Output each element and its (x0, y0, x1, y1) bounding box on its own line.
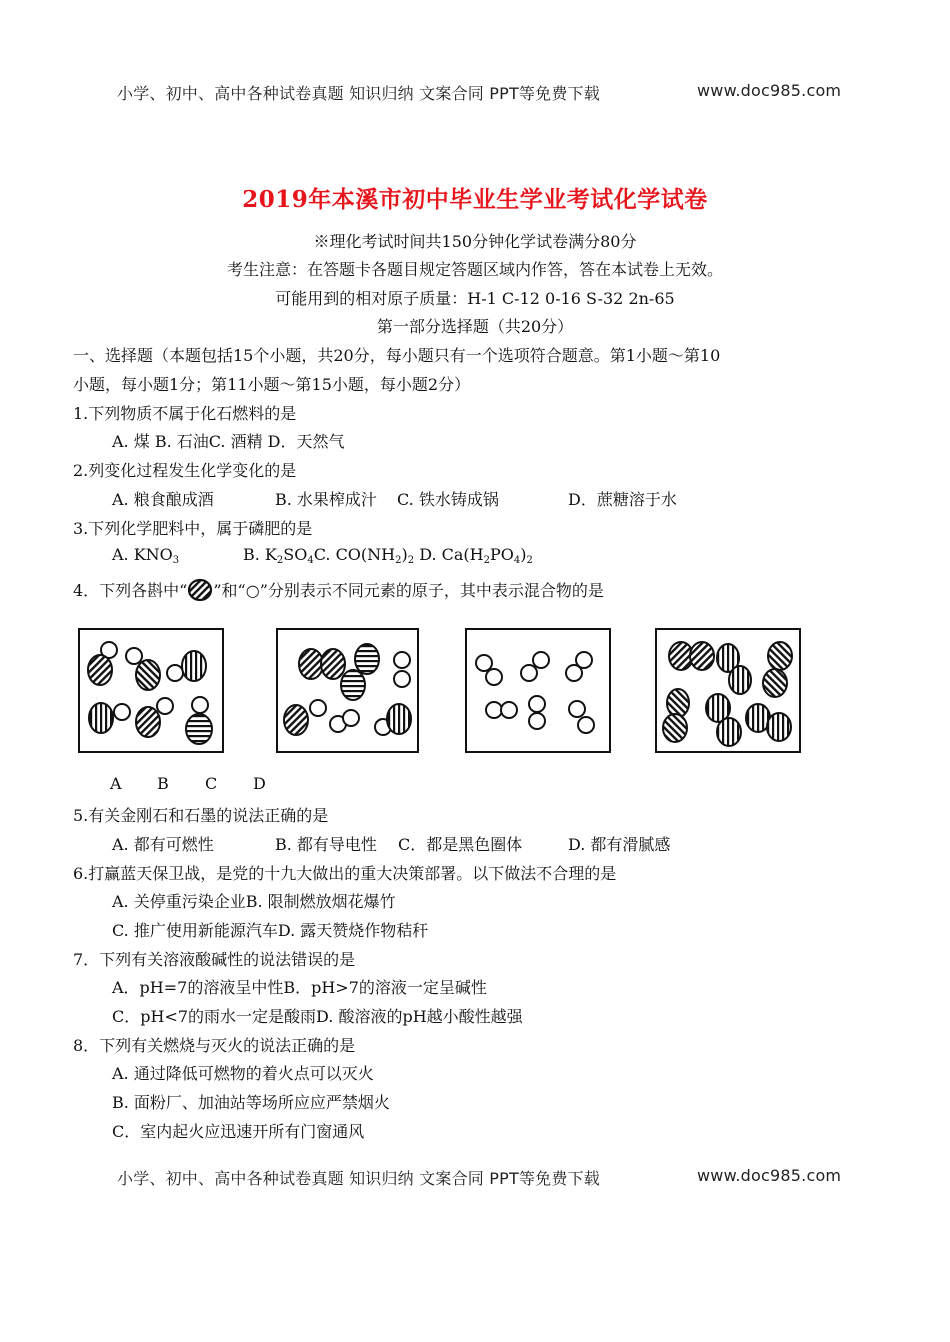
figure-box-c (465, 628, 611, 753)
question-8-option-c: C．室内起火应迅速开所有门窗通风 (112, 1122, 365, 1141)
subscript: 4 (513, 555, 521, 566)
question-3-options-bcd (243, 545, 533, 566)
figure-label-c: C (205, 774, 218, 793)
question-3-stem: 3.下列化学肥料中，属于磷肥的是 (73, 519, 313, 538)
question-2-option-b: B. 水果榨成汁 (275, 490, 377, 509)
question-6-options-ab: A. 关停重污染企业B. 限制燃放烟花爆竹 (112, 892, 396, 911)
footer-banner (117, 1166, 842, 1189)
question-5-option-a: A. 都有可燃性 (112, 835, 214, 854)
atomic-mass-note: 可能用到的相对原子质量：H-1 C-12 0-16 S-32 2n-65 (275, 289, 675, 308)
molecule-diagram-c (467, 630, 613, 755)
question-2-option-a: A. 粮食酿成酒 (112, 490, 214, 509)
formula-text: SO (283, 545, 308, 564)
formula-text: B. K (243, 545, 277, 564)
banner-url-link[interactable]: www.doc985.com (697, 81, 842, 100)
figure-box-b (276, 628, 419, 753)
formula-text: A. KNO (112, 545, 173, 564)
question-2-option-d: D．蔗糖溶于水 (568, 490, 677, 509)
question-2-option-c: C. 铁水铸成锅 (397, 490, 499, 509)
formula-text: ) (401, 545, 408, 564)
figure-label-d: D (253, 774, 266, 793)
formula-text: D. Ca(H (414, 545, 484, 564)
subscript: 4 (307, 555, 314, 566)
question-8-option-a: A. 通过降低可燃物的着火点可以灭火 (112, 1064, 374, 1083)
question-1-options: A. 煤 B. 石油C. 酒精 D．天然气 (112, 432, 345, 451)
question-5-stem: 5.有关金刚石和石墨的说法正确的是 (73, 806, 329, 825)
question-7-options-cd: C．pH<7的雨水一定是酸雨D. 酸溶液的pH越小酸性越强 (112, 1007, 523, 1026)
molecule-diagram-d (657, 630, 803, 755)
figure-box-a (78, 628, 224, 753)
subscript: 2 (526, 555, 533, 566)
subscript: 2 (395, 555, 402, 566)
top-banner (117, 81, 842, 104)
subscript: 2 (483, 555, 490, 566)
molecule-diagram-a (80, 630, 226, 755)
section-intro-line2: 小题，每小题1分；第11小题～第15小题，每小题2分） (73, 375, 471, 394)
question-5-option-c: C．都是黑色圈体 (398, 835, 523, 854)
question-6-options-cd: C. 推广使用新能源汽车D. 露天赞烧作物秸秆 (112, 921, 429, 940)
exam-time-note: ※理化考试时间共150分钟化学试卷满分80分 (313, 232, 637, 251)
question-5-option-d: D. 都有滑腻感 (568, 835, 671, 854)
question-6-stem: 6.打赢蓝天保卫战，是党的十九大做出的重大决策部署。以下做法不合理的是 (73, 864, 617, 883)
question-7-options-ab: A．pH=7的溶液呈中性B．pH>7的溶液一定呈碱性 (112, 978, 487, 997)
part-title: 第一部分选择题（共20分） (376, 317, 574, 336)
figure-label-a: A (110, 774, 122, 793)
footer-text: 小学、初中、高中各种试卷真题 知识归纳 文案合同 PPT等免费下载 (117, 1169, 600, 1188)
question-8-option-b: B. 面粉厂、加油站等场所应应严禁烟火 (112, 1093, 390, 1112)
formula-text: ) (520, 545, 527, 564)
subscript: 2 (276, 555, 284, 566)
formula-text: PO (490, 545, 514, 564)
question-5-option-b: B. 都有导电性 (275, 835, 377, 854)
question-1-stem: 1.下列物质不属于化石燃料的是 (73, 404, 297, 423)
stem-text: ”和“○”分别表示不同元素的原子，其中表示混合物的是 (213, 581, 604, 600)
figure-label-b: B (157, 774, 169, 793)
section-intro-line1: 一、选择题（本题包括15个小题，共20分，每小题只有一个选项符合题意。第1小题～第10 (73, 346, 721, 365)
subscript: 3 (172, 555, 180, 566)
banner-text: 小学、初中、高中各种试卷真题 知识归纳 文案合同 PPT等免费下载 (117, 84, 600, 103)
question-7-stem: 7．下列有关溶液酸碱性的说法错误的是 (73, 950, 356, 969)
footer-url-link[interactable]: www.doc985.com (697, 1166, 842, 1185)
formula-text: C. CO(NH (313, 545, 396, 564)
question-2-stem: 2.列变化过程发生化学变化的是 (73, 461, 297, 480)
figure-box-d (655, 628, 801, 753)
subscript: 2 (407, 555, 415, 566)
page-title: 2019年本溪市初中毕业生学业考试化学试卷 (242, 186, 708, 213)
stem-text: 4．下列各斟中“ (73, 581, 188, 600)
hatched-atom-icon (187, 578, 213, 602)
question-3-option-a (112, 545, 179, 566)
exam-attention-note: 考生注意：在答题卡各题目规定答题区域内作答，答在本试卷上无效。 (226, 260, 723, 279)
question-4-stem (73, 578, 604, 602)
molecule-diagram-b (278, 630, 421, 755)
question-8-stem: 8．下列有关燃烧与灭火的说法正确的是 (73, 1036, 356, 1055)
